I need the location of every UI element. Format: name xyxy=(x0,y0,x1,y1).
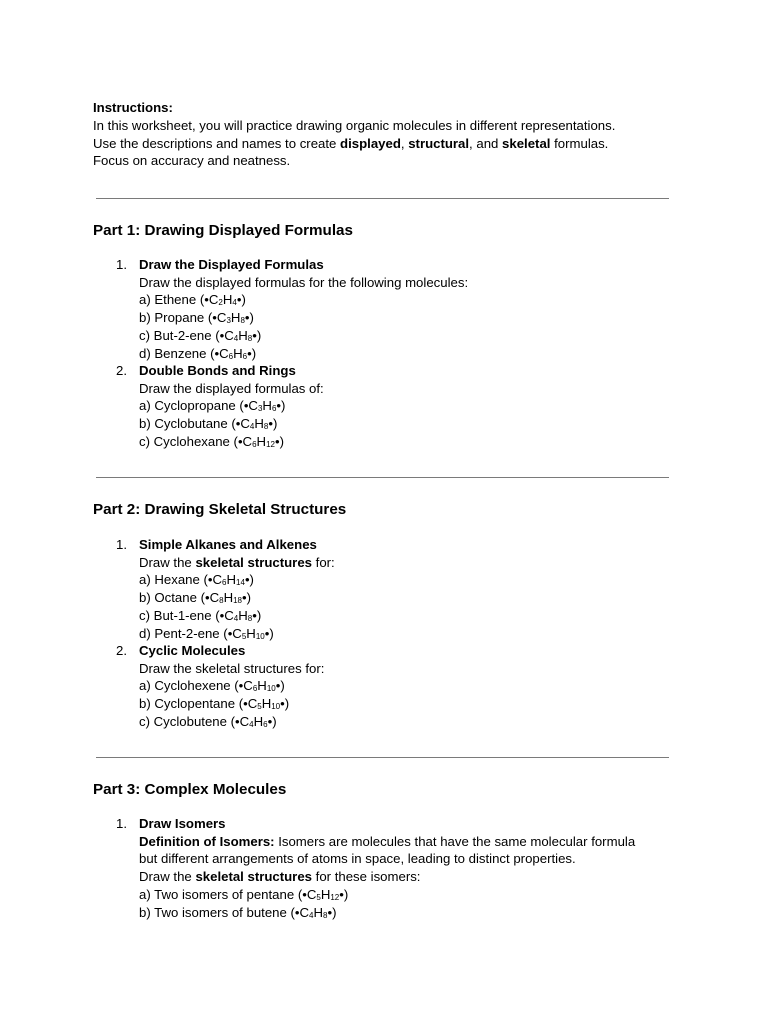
instructions-line-2-pre: Use the descriptions and names to create xyxy=(93,135,341,151)
question-intro: Draw the skeletal structures for these isomers: xyxy=(139,869,421,885)
molecule-item: a) Two isomers of pentane $(•C_5H_{12}•)$ xyxy=(139,886,349,902)
keyword-displayed: displayed xyxy=(340,135,401,151)
part1-title: Part 1: Drawing Displayed Formulas xyxy=(93,222,353,239)
molecule-item: c) Cyclobutene $(•C_4H_6•)$ xyxy=(139,713,277,729)
divider xyxy=(96,198,669,199)
question-intro: Draw the skeletal structures for: xyxy=(139,660,325,676)
molecule-item: a) Ethene $(•C_2H_4•)$ xyxy=(139,292,246,308)
instructions-line-2 xyxy=(93,135,693,153)
molecule-item: b) Two isomers of butene $(•C_4H_8•)$ xyxy=(139,904,337,920)
question-intro: Draw the displayed formulas for the following molecules: xyxy=(139,274,469,290)
question-heading: Double Bonds and Rings xyxy=(139,363,296,378)
instructions-block xyxy=(93,99,693,170)
definition-line-2: but different arrangements of atoms in space, leading to distinct properties. xyxy=(139,851,576,867)
question-number: 2. xyxy=(116,363,127,378)
divider xyxy=(96,477,669,478)
molecule-item: c) But-1-ene $(•C_4H_8•)$ xyxy=(139,607,262,623)
question-intro: Draw the skeletal structures for: xyxy=(139,554,335,570)
molecule-item: b) Octane $(•C_8H_{18}•)$ xyxy=(139,590,252,606)
part3-title: Part 3: Complex Molecules xyxy=(93,781,287,798)
separator: , xyxy=(400,135,409,151)
question-number: 1. xyxy=(116,257,127,272)
keyword-skeletal: skeletal xyxy=(502,135,551,151)
instructions-line-2-post: formulas. xyxy=(550,135,609,151)
instructions-title: Instructions: xyxy=(93,100,173,115)
molecule-item: b) Propane $(•C_3H_8•)$ xyxy=(139,310,254,326)
instructions-line-3: Focus on accuracy and neatness. xyxy=(93,153,291,169)
question-number: 1. xyxy=(116,537,127,552)
instructions-line-1: In this worksheet, you will practice drawing organic molecules in different representations. xyxy=(93,118,616,133)
definition-line-1: Definition of Isomers: Isomers are molecules that have the same molecular formula xyxy=(139,833,636,849)
question-number: 2. xyxy=(116,643,127,658)
keyword-structural: structural xyxy=(408,135,470,151)
molecule-item: b) Cyclobutane $(•C_4H_8•)$ xyxy=(139,416,278,432)
question-number: 1. xyxy=(116,816,127,831)
molecule-item: d) Pent-2-ene $(•C_5H_{10}•)$ xyxy=(139,625,274,641)
question-heading: Simple Alkanes and Alkenes xyxy=(139,537,317,552)
molecule-item: a) Hexane $(•C_6H_{14}•)$ xyxy=(139,572,254,588)
part2-title: Part 2: Drawing Skeletal Structures xyxy=(93,501,347,518)
question-heading: Cyclic Molecules xyxy=(139,643,246,658)
molecule-item: a) Cyclohexene $(•C_6H_{10}•)$ xyxy=(139,678,285,694)
question-intro: Draw the displayed formulas of: xyxy=(139,380,324,396)
molecule-item: a) Cyclopropane $(•C_3H_6•)$ xyxy=(139,398,286,414)
molecule-item: d) Benzene $(•C_6H_6•)$ xyxy=(139,345,257,361)
molecule-item: b) Cyclopentane $(•C_5H_{10}•)$ xyxy=(139,696,290,712)
question-heading: Draw the Displayed Formulas xyxy=(139,257,324,272)
divider xyxy=(96,757,669,758)
separator: , and xyxy=(469,135,503,151)
molecule-item: c) But-2-ene $(•C_4H_8•)$ xyxy=(139,327,262,343)
question-heading: Draw Isomers xyxy=(139,816,226,831)
molecule-item: c) Cyclohexane $(•C_6H_{12}•)$ xyxy=(139,433,284,449)
